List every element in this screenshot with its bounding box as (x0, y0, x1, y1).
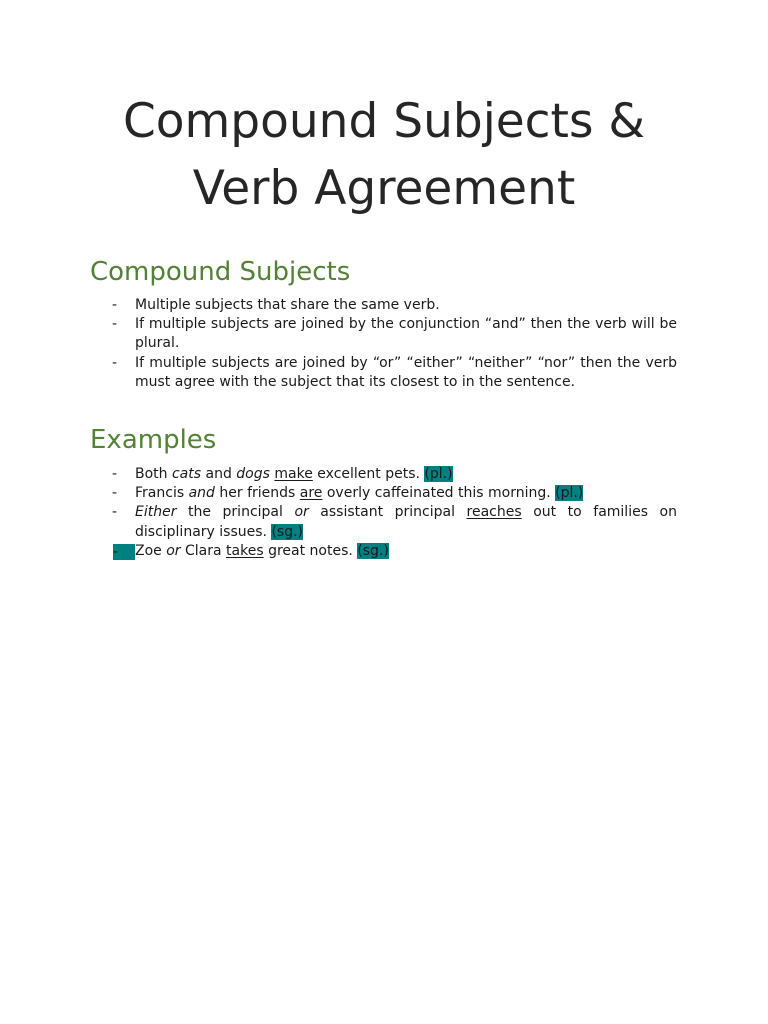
list-item-text: Multiple subjects that share the same verb. (135, 297, 440, 313)
example-text: Both (135, 466, 172, 482)
bullet-dash: - (112, 297, 118, 313)
example-text: overly caffeinated this morning. (322, 485, 556, 502)
conjunction-word: or (294, 504, 309, 521)
example-item (90, 484, 677, 503)
list-item (90, 354, 677, 392)
bullet-dash: - (113, 544, 135, 560)
subject-word: dogs (236, 466, 270, 482)
title-line-1: Compound Subjects & (122, 94, 646, 149)
verb-word: are (299, 485, 323, 502)
examples-list (90, 465, 677, 561)
example-text: assistant principal (308, 504, 467, 521)
example-item (90, 542, 677, 561)
example-item (90, 465, 677, 484)
list-item-text: If multiple subjects are joined by “or” “either” “neither” “nor” then the verb must agree with the subject that its closest to in the sentence. (135, 354, 677, 390)
conjunction-word: or (166, 542, 181, 559)
example-text: Zoe (135, 542, 167, 559)
title-line-2: Verb Agreement (192, 161, 576, 216)
number-tag: (sg.) (357, 542, 389, 559)
list-item (90, 315, 677, 353)
number-tag: (sg.) (271, 523, 303, 540)
example-text: Clara (180, 542, 227, 559)
bullet-dash: - (112, 466, 118, 482)
number-tag: (pl.) (555, 485, 584, 502)
list-item-text: If multiple subjects are joined by the conjunction “and” then the verb will be plural. (135, 316, 677, 352)
conjunction-word: and (188, 485, 215, 502)
subject-word: cats (171, 466, 202, 482)
example-text: her friends (214, 485, 300, 502)
bullet-dash: - (112, 354, 118, 371)
verb-word: takes (226, 542, 264, 559)
page-title (90, 88, 678, 222)
compound-subjects-list (90, 296, 677, 392)
compound-subjects-heading: Compound Subjects (90, 257, 351, 287)
number-tag: (pl.) (424, 466, 453, 482)
verb-word: reaches (466, 504, 522, 521)
bullet-dash: - (112, 504, 118, 521)
example-text: Francis (135, 485, 189, 502)
example-text: great notes. (263, 542, 358, 559)
list-item (90, 296, 677, 315)
example-text: the principal (176, 504, 295, 521)
bullet-dash: - (112, 316, 118, 333)
verb-word: make (274, 466, 313, 482)
examples-heading: Examples (90, 425, 217, 455)
bullet-dash: - (112, 485, 118, 502)
example-text: out to families on disciplinary issues. (135, 504, 677, 540)
example-text: excellent pets. (312, 466, 425, 482)
example-item (90, 503, 677, 541)
example-text: and (201, 466, 237, 482)
conjunction-word: Either (135, 504, 177, 521)
